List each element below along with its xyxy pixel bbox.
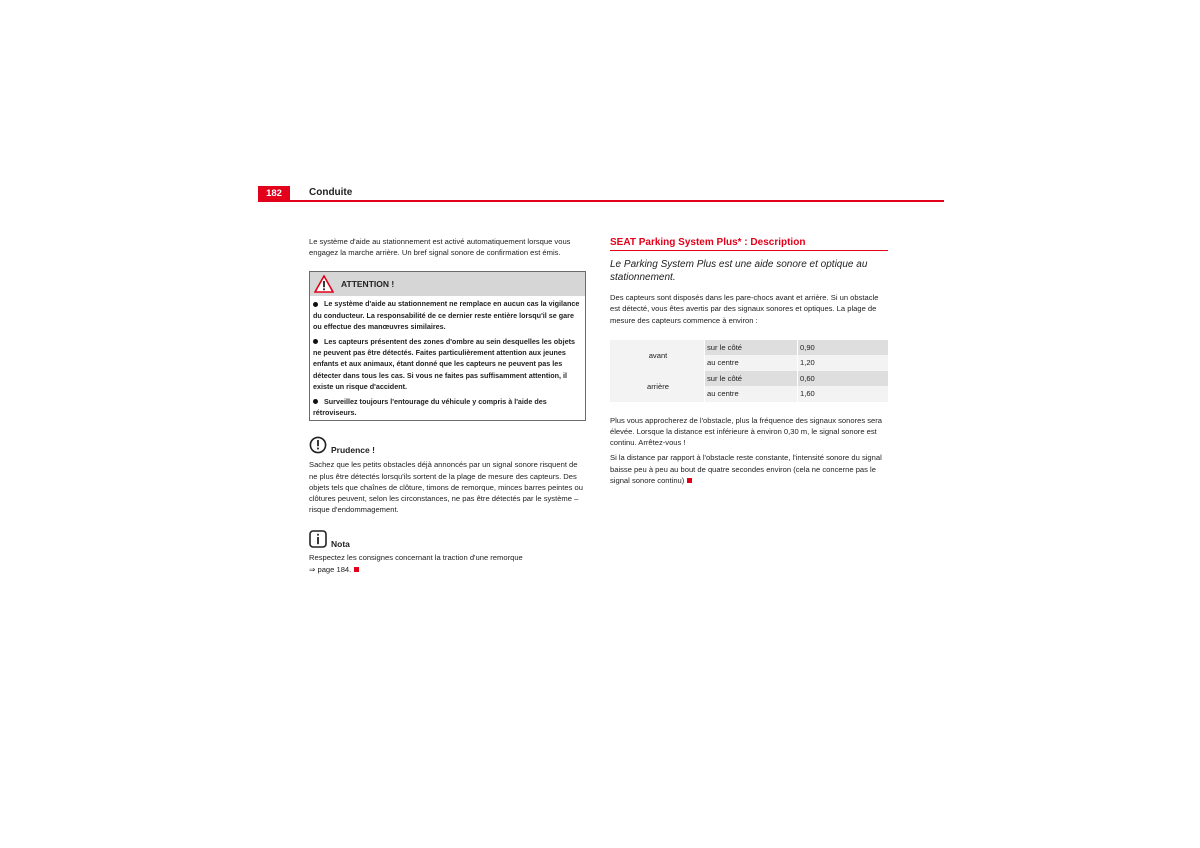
end-square-icon	[687, 478, 692, 483]
value-cell: 0,60	[798, 371, 889, 387]
attention-title: ATTENTION !	[341, 278, 395, 289]
table-row	[610, 371, 888, 387]
bullet-icon	[313, 339, 318, 344]
right-column	[610, 236, 888, 486]
attention-item	[313, 298, 582, 332]
prudence-header	[309, 436, 586, 454]
lead-paragraph: Le Parking System Plus est une aide sonore et optique au stationnement.	[610, 259, 868, 284]
attention-box	[309, 271, 586, 421]
nota-title: Nota	[331, 539, 350, 550]
position-cell: au centre	[705, 386, 798, 402]
warning-triangle-icon	[313, 275, 335, 293]
value-cell: 0,90	[798, 340, 889, 356]
location-cell: avant	[610, 340, 705, 371]
constant-distance-paragraph: Si la distance par rapport à l'obstacle reste constante, l'intensité sonore du signal baisse peu à peu au bout de quatre secondes environ (cela ne concerne pas le signal sonore continu)	[610, 453, 882, 485]
bullet-icon	[313, 399, 318, 404]
position-cell: sur le côté	[705, 371, 798, 387]
section-heading: SEAT Parking System Plus* : Description	[610, 237, 888, 251]
prudence-text: Sachez que les petits obstacles déjà annoncés par un signal sonore risquent de ne plus être détectés lorsqu'ils sortent de la plage de mesure des capteurs. Des objets tels que chaînes de clôture, timons de remorque, minces barres peintes ou clôtures peuvent, selon les circonstances, ne pas être détectés par le système – risque d'endommagement.	[309, 460, 583, 515]
attention-item	[313, 336, 582, 392]
nota-text-line1: Respectez les consignes concernant la traction d'une remorque	[309, 553, 523, 563]
info-icon	[309, 530, 327, 548]
bullet-icon	[313, 302, 318, 307]
nota-header	[309, 530, 586, 548]
value-cell: 1,20	[798, 355, 889, 371]
position-cell: sur le côté	[705, 340, 798, 356]
attention-item-text: Les capteurs présentent des zones d'ombre au sein desquelles les objets ne peuvent pas être détectés. Faites particulièrement attention aux jeunes enfants et aux animaux, étant donné que les capteurs ne peuvent pas les détecter dans tous les cas. Si vous ne faites pas suffisamment attention, il existe un risque d'accident.	[313, 337, 575, 391]
value-cell: 1,60	[798, 386, 889, 402]
table-row	[610, 340, 888, 356]
attention-item	[313, 396, 582, 418]
intro-paragraph: Le système d'aide au stationnement est activé automatiquement lorsque vous engagez la marche arrière. Un bref signal sonore de confirmation est émis.	[309, 237, 571, 258]
attention-item-text: Le système d'aide au stationnement ne remplace en aucun cas la vigilance du conducteur. La responsabilité de ce dernier reste entière lorsqu'il se gare ou effectue des manœuvres similaires.	[313, 299, 580, 331]
attention-body	[310, 296, 585, 420]
page-reference-link[interactable]: ⇒ page 184.	[309, 564, 352, 574]
header-rule	[258, 200, 944, 202]
page-number: 182	[258, 186, 290, 201]
approach-paragraph: Plus vous approcherez de l'obstacle, plus la fréquence des signaux sonores sera élevée. Lorsque la distance est inférieure à environ 0,30 m, le signal sonore est continu. Arrêtez-vous !	[610, 415, 883, 448]
sensor-range-table	[610, 340, 888, 402]
exclamation-circle-icon	[309, 436, 327, 454]
location-cell: arrière	[610, 371, 705, 402]
section-title: Conduite	[309, 187, 353, 198]
position-cell: au centre	[705, 355, 798, 371]
attention-header	[310, 272, 585, 296]
left-column	[309, 236, 586, 575]
attention-item-text: Surveillez toujours l'entourage du véhicule y compris à l'aide des rétroviseurs.	[313, 397, 547, 418]
end-square-icon	[354, 567, 359, 572]
prudence-title: Prudence !	[331, 445, 375, 456]
description-paragraph: Des capteurs sont disposés dans les pare-chocs avant et arrière. Si un obstacle est détecté, vous êtes avertis par des signaux sonores et optiques. La plage de mesure des capteurs commence à environ :	[610, 293, 879, 325]
